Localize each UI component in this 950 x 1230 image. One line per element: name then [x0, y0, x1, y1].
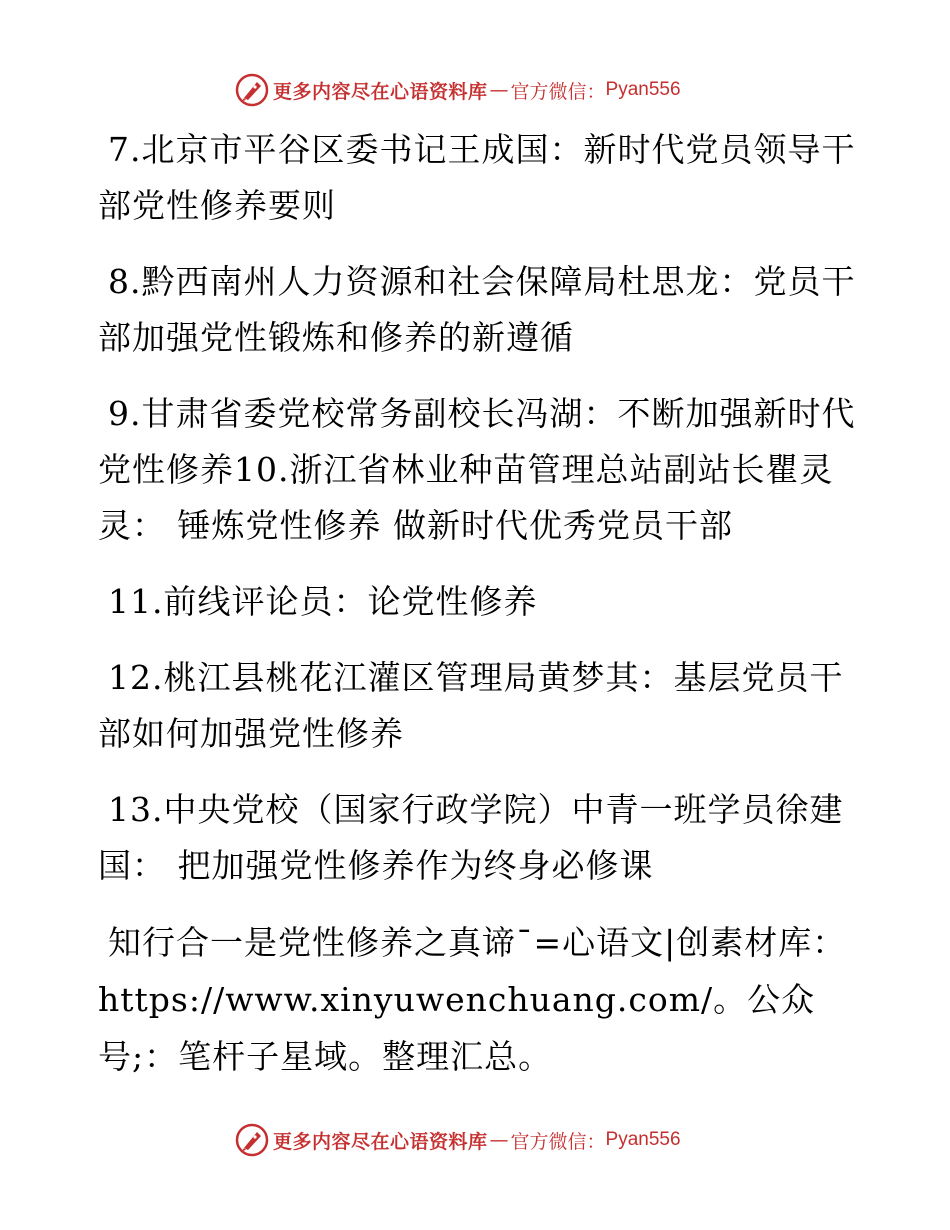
pen-nib-logo-icon	[235, 73, 269, 107]
header-banner	[235, 72, 755, 108]
paragraph-item-12: 12.桃江县桃花江灌区管理局黄梦其：基层党员干部如何加强党性修养	[98, 658, 844, 753]
paragraph-item-13: 13.中央党校（国家行政学院）中青一班学员徐建国： 把加强党性修养作为终身必修课	[98, 790, 844, 885]
banner-wechat-label: 官方微信：	[510, 80, 606, 103]
banner-separator: —	[489, 79, 509, 101]
paragraph-source-note: 知行合一是党性修养之真谛¯=心语文|创素材库：https://www.xinyuwenchuang.com/。公众号;：笔杆子星域。整理汇总。	[98, 923, 847, 1076]
banner-wechat-id: Pyan556	[605, 79, 681, 100]
pen-nib-logo-icon	[235, 1123, 269, 1157]
banner-separator: —	[489, 1129, 509, 1151]
banner-wechat-label: 官方微信：	[510, 1130, 606, 1153]
paragraph-item-7: 7.北京市平谷区委书记王成国：新时代党员领导干部党性修养要则	[98, 130, 856, 225]
paragraph-item-8: 8.黔西南州人力资源和社会保障局杜思龙：党员干部加强党性锻炼和修养的新遵循	[98, 262, 856, 357]
banner-text: 更多内容尽在心语资料库	[273, 1130, 488, 1153]
footer-banner	[235, 1122, 755, 1158]
banner-text: 更多内容尽在心语资料库	[273, 80, 488, 103]
banner-wechat-id: Pyan556	[605, 1129, 681, 1150]
document-body	[98, 122, 858, 1105]
paragraph-item-11: 11.前线评论员：论党性修养	[108, 582, 538, 621]
paragraph-item-9-10: 9.甘肃省委党校常务副校长冯湖：不断加强新时代党性修养10.浙江省林业种苗管理总站副站长瞿灵灵： 锤炼党性修养 做新时代优秀党员干部	[98, 394, 856, 545]
